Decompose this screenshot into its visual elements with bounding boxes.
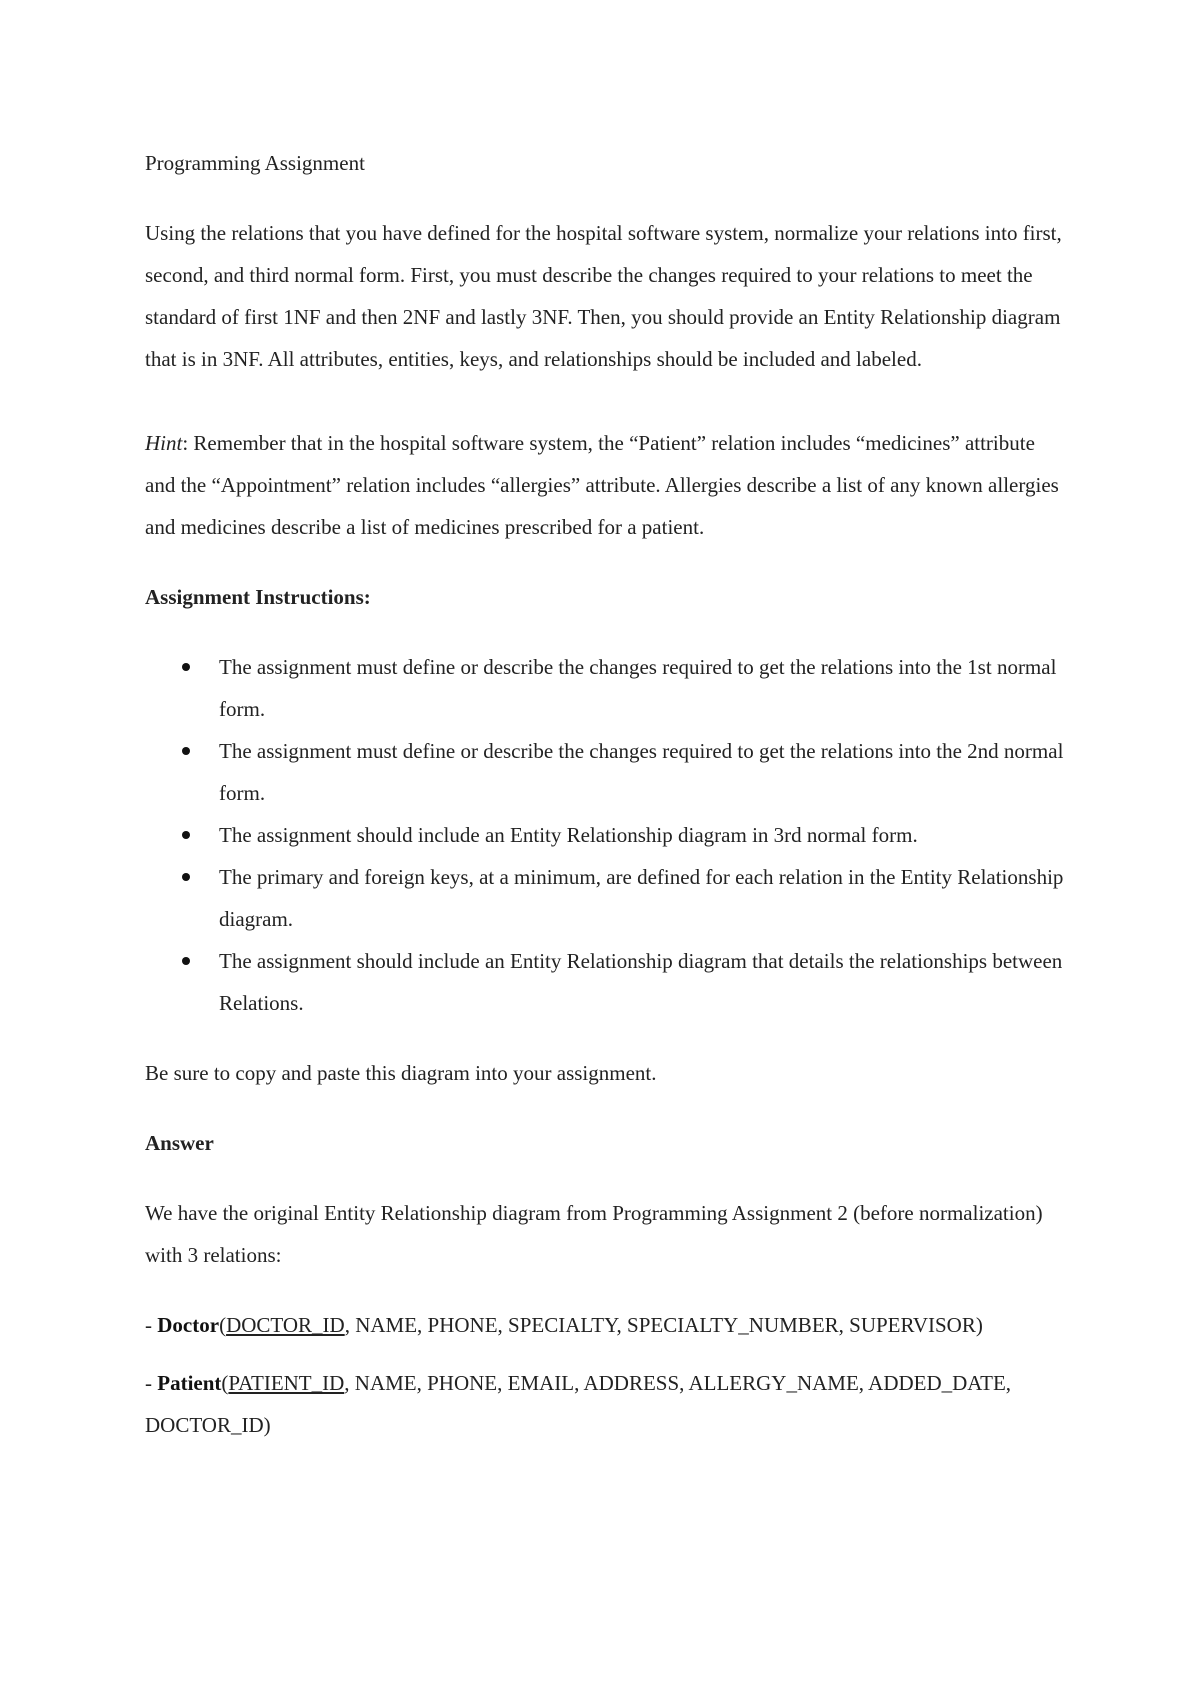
document-title: Programming Assignment — [145, 151, 365, 175]
relation-attributes: , NAME, PHONE, SPECIALTY, SPECIALTY_NUMBER, SUPERVISOR) — [344, 1313, 983, 1337]
document-page — [145, 142, 1065, 1462]
relation-attributes: , NAME, PHONE, EMAIL, ADDRESS, ALLERGY_NAME, ADDED_DATE, DOCTOR_ID) — [145, 1371, 1012, 1437]
list-item — [145, 856, 1065, 940]
instruction-text: The assignment must define or describe the changes required to get the relations into the 1st normal form. — [219, 655, 1057, 721]
closing-note: Be sure to copy and paste this diagram into your assignment. — [145, 1061, 657, 1085]
list-item — [145, 730, 1065, 814]
bullet-icon — [182, 957, 190, 965]
hint-text: : Remember that in the hospital software system, the “Patient” relation includes “medicines” attribute and the “Appointment” relation includes “allergies” attribute. Allergies describe a list of any known allergies and medicines describe a list of medicines prescribed for a patient. — [145, 431, 1059, 539]
instructions-list — [145, 646, 1065, 1024]
primary-key: PATIENT_ID — [228, 1371, 345, 1395]
relation-patient — [145, 1362, 1065, 1446]
primary-key: DOCTOR_ID — [226, 1313, 345, 1337]
bullet-icon — [182, 831, 190, 839]
relation-name: Patient — [157, 1371, 222, 1395]
instructions-heading: Assignment Instructions: — [145, 585, 371, 609]
list-item — [145, 940, 1065, 1024]
answer-heading: Answer — [145, 1131, 214, 1155]
instruction-text: The primary and foreign keys, at a minimum, are defined for each relation in the Entity Relationship diagram. — [219, 865, 1064, 931]
relation-name: Doctor — [157, 1313, 220, 1337]
relation-prefix: - — [145, 1371, 158, 1395]
answer-intro: We have the original Entity Relationship diagram from Programming Assignment 2 (before normalization) with 3 relations: — [145, 1201, 1043, 1267]
instruction-text: The assignment should include an Entity Relationship diagram that details the relationships between Relations. — [219, 949, 1063, 1015]
hint-label: Hint — [145, 431, 183, 455]
instruction-text: The assignment should include an Entity Relationship diagram in 3rd normal form. — [219, 823, 918, 847]
list-item — [145, 646, 1065, 730]
relation-open-paren: ( — [219, 1313, 227, 1337]
instruction-text: The assignment must define or describe the changes required to get the relations into the 2nd normal form. — [219, 739, 1064, 805]
intro-paragraph: Using the relations that you have defined for the hospital software system, normalize your relations into first, second, and third normal form. First, you must describe the changes required to your relations to meet the standard of first 1NF and then 2NF and lastly 3NF. Then, you should provide an Entity Relationship diagram that is in 3NF. All attributes, entities, keys, and relationships should be included and labeled. — [145, 221, 1062, 371]
hint-paragraph — [145, 422, 1065, 548]
bullet-icon — [182, 663, 190, 671]
relation-open-paren: ( — [221, 1371, 229, 1395]
list-item — [145, 814, 1065, 856]
relation-doctor — [145, 1304, 1065, 1346]
bullet-icon — [182, 873, 190, 881]
bullet-icon — [182, 747, 190, 755]
relation-prefix: - — [145, 1313, 158, 1337]
